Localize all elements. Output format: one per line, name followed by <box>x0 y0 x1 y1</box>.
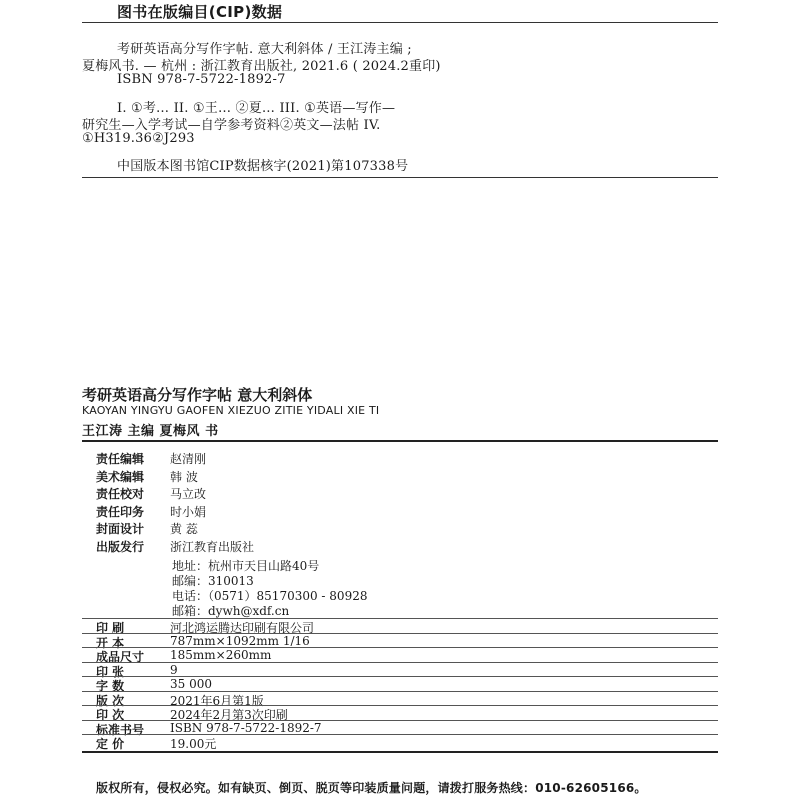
row-finished-size <box>82 647 718 662</box>
label-impression: 印 次 <box>96 708 125 722</box>
label-editor: 责任编辑 <box>96 452 145 466</box>
value-editor: 赵清刚 <box>170 452 207 466</box>
row-sheets <box>82 662 718 677</box>
publisher-email: 邮箱：dywh@xdf.cn <box>172 604 290 618</box>
label-printer: 印 刷 <box>96 621 125 635</box>
row-art-editor <box>82 466 718 485</box>
label-art-editor: 美术编辑 <box>96 469 145 484</box>
value-publisher: 浙江教育出版社 <box>170 539 255 554</box>
book-title: 考研英语高分写作字帖 意大利斜体 <box>82 386 313 404</box>
label-finished-size: 成品尺寸 <box>96 650 145 664</box>
cip-title-line: 考研英语高分写作字帖. 意大利斜体 / 王江涛主编 ; <box>117 42 412 57</box>
cip-record-number: 中国版本图书馆CIP数据核字(2021)第107338号 <box>117 159 409 174</box>
label-publisher: 出版发行 <box>96 539 145 554</box>
cip-bottom-rule <box>82 177 718 178</box>
label-cover-design: 封面设计 <box>96 522 145 536</box>
value-proofreader: 马立改 <box>170 487 207 501</box>
value-cover-design: 黄 蕊 <box>170 522 198 536</box>
row-format <box>82 633 718 648</box>
row-editor <box>82 448 718 467</box>
value-isbn: ISBN 978-7-5722-1892-7 <box>170 720 322 735</box>
publisher-address: 地址：杭州市天目山路40号 <box>172 559 320 573</box>
colophon-bottom-rule <box>82 751 718 753</box>
value-sheets: 9 <box>170 662 178 677</box>
label-print-supervisor: 责任印务 <box>96 504 145 519</box>
publisher-postcode: 邮编：310013 <box>172 574 254 588</box>
rights-notice: 版权所有，侵权必究。如有缺页、倒页、脱页等印装质量问题，请拨打服务热线：010-62605166。 <box>96 781 647 795</box>
row-word-count <box>82 676 718 691</box>
value-finished-size: 185mm×260mm <box>170 648 272 662</box>
cip-heading: 图书在版编目(CIP)数据 <box>117 3 283 21</box>
book-authors: 王江涛 主编 夏梅风 书 <box>82 424 219 439</box>
value-word-count: 35 000 <box>170 677 212 691</box>
label-edition: 版 次 <box>96 693 125 708</box>
value-impression: 2024年2月第3次印刷 <box>170 708 288 722</box>
colophon-top-rule <box>82 440 718 442</box>
book-title-pinyin: KAOYAN YINGYU GAOFEN XIEZUO ZITIE YIDALI XIE TI <box>82 404 380 417</box>
row-isbn <box>82 720 718 735</box>
row-cover-design <box>82 518 718 537</box>
value-format: 787mm×1092mm 1/16 <box>170 633 310 648</box>
value-price: 19.00元 <box>170 737 217 751</box>
label-sheets: 印 张 <box>96 664 125 679</box>
cip-subject-line-2: 研究生—入学考试—自学参考资料②英文—法帖 IV. <box>82 118 381 133</box>
publisher-phone: 电话：（0571）85170300 - 80928 <box>172 589 368 603</box>
value-edition: 2021年6月第1版 <box>170 693 264 708</box>
label-proofreader: 责任校对 <box>96 487 145 501</box>
row-impression <box>82 705 718 720</box>
row-proofreader <box>82 483 718 502</box>
row-printer <box>82 618 718 633</box>
row-price <box>82 734 718 749</box>
row-edition <box>82 691 718 706</box>
label-isbn: 标准书号 <box>96 722 145 737</box>
cip-isbn-line: ISBN 978-7-5722-1892-7 <box>117 72 286 87</box>
value-art-editor: 韩 波 <box>170 469 198 484</box>
value-print-supervisor: 时小娟 <box>170 504 207 519</box>
label-price: 定 价 <box>96 737 125 751</box>
cip-classification-line: ①H319.36②J293 <box>82 131 195 146</box>
row-publisher <box>82 536 718 555</box>
row-print-supervisor <box>82 501 718 520</box>
value-printer: 河北鸿运腾达印刷有限公司 <box>170 621 315 635</box>
label-word-count: 字 数 <box>96 679 125 693</box>
label-format: 开 本 <box>96 635 125 650</box>
cip-publisher-line: 夏梅风书. — 杭州 : 浙江教育出版社, 2021.6 ( 2024.2重印) <box>82 59 441 74</box>
cip-top-rule <box>82 22 718 23</box>
cip-subject-line-1: I. ①考… II. ①王… ②夏… III. ①英语—写作— <box>117 101 396 116</box>
